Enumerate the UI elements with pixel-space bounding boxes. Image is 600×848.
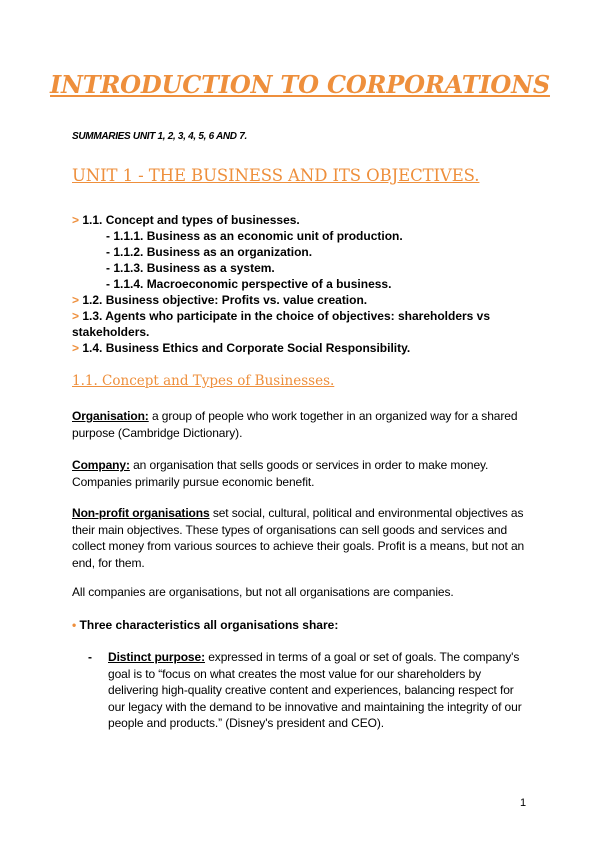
toc-subitem: - 1.1.3. Business as a system. (106, 261, 275, 275)
toc-item: > 1.3. Agents who participate in the choice of objectives: shareholders vs stakeholders. (72, 309, 491, 339)
unit-heading: UNIT 1 - THE BUSINESS AND ITS OBJECTIVES. (72, 166, 480, 185)
statement-paragraph: All companies are organisations, but not all organisations are companies. (72, 585, 454, 599)
toc-subitem: - 1.1.4. Macroeconomic perspective of a business. (106, 277, 392, 291)
definition-term: Non-profit organisations (72, 506, 210, 520)
arrow-icon: > (72, 341, 80, 355)
section-heading: 1.1. Concept and Types of Businesses. (72, 373, 335, 389)
table-of-contents (72, 212, 532, 356)
page-number: 1 (520, 797, 527, 809)
arrow-icon: > (72, 213, 80, 227)
document-subtitle: SUMMARIES UNIT 1, 2, 3, 4, 5, 6 AND 7. (72, 131, 247, 142)
list-item-body: Distinct purpose: expressed in terms of a goal or set of goals. The company's goal is to “focus on what creates the most value for our shareholders by delivering high-quality creative content and experiences, balancing respect for our legacy with the demand to be innovative and maintaining the integrity of our people and products.” (Disney's president and CEO). (108, 650, 522, 730)
document-title: INTRODUCTION TO CORPORATIONS (50, 70, 550, 99)
definition-term: Distinct purpose: (108, 650, 205, 664)
list-item (88, 649, 532, 732)
organisation-definition: Organisation: a group of people who work together in an organized way for a shared purpose (Cambridge Dictionary). (72, 409, 518, 440)
definition-term: Company: (72, 458, 130, 472)
arrow-icon: > (72, 309, 80, 323)
company-definition: Company: an organisation that sells goods or services in order to make money. Companies primarily pursue economic benefit. (72, 458, 489, 489)
nonprofit-definition: Non-profit organisations set social, cultural, political and environmental objectives as their main objectives. These types of organisations can sell goods and services and collect money from various sources to achieve their goals. Profit is a means, but not an end, for them. (72, 506, 525, 570)
arrow-icon: > (72, 293, 80, 307)
toc-item: > 1.4. Business Ethics and Corporate Social Responsibility. (72, 341, 411, 355)
toc-subitem: - 1.1.2. Business as an organization. (106, 245, 313, 259)
characteristics-heading: • Three characteristics all organisations share: (72, 618, 339, 632)
toc-item: > 1.2. Business objective: Profits vs. value creation. (72, 293, 368, 307)
bullet-icon: • (72, 618, 77, 632)
toc-subitem: - 1.1.1. Business as an economic unit of production. (106, 229, 403, 243)
dash-bullet: - (88, 650, 92, 664)
toc-item: > 1.1. Concept and types of businesses. (72, 213, 300, 227)
definition-term: Organisation: (72, 409, 149, 423)
